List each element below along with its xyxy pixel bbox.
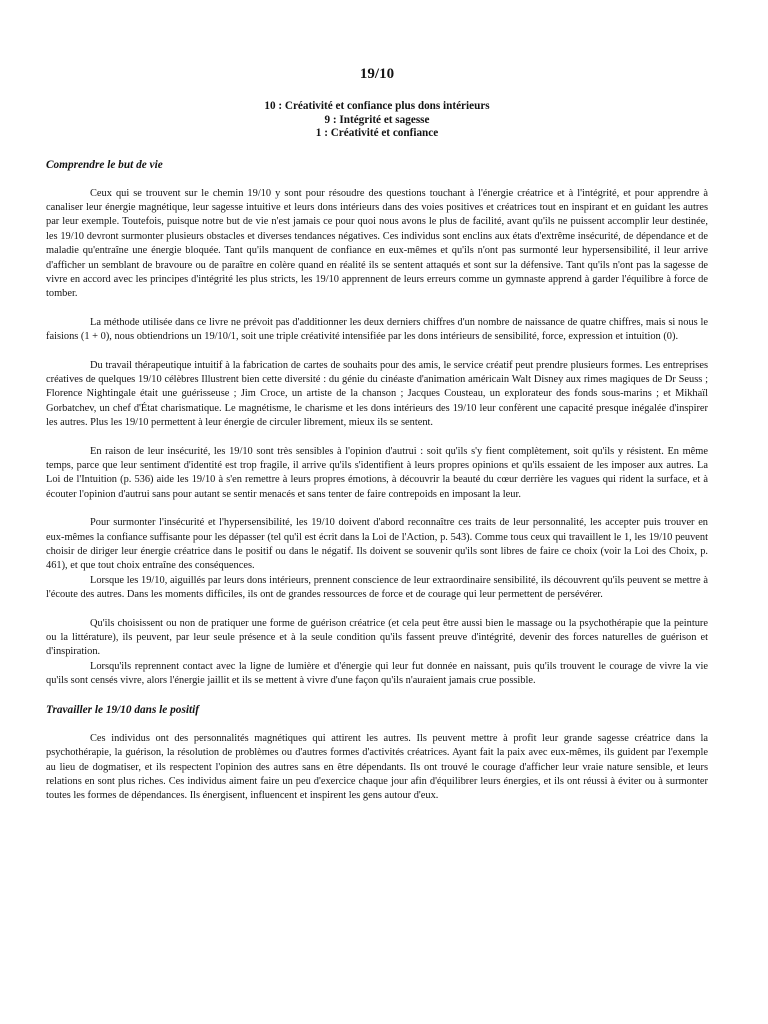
paragraph: La méthode utilisée dans ce livre ne prévoit pas d'additionner les deux derniers chiffres d'un nombre de naissance de quatre chiffres, mais si nous le faisions (1 + 0), nous obtiendrions un 19/10/1, soit une triple créativité intensifiée par les dons intérieurs de sensibilité, force, expression et intuition (0).	[46, 316, 708, 343]
paragraph: Du travail thérapeutique intuitif à la fabrication de cartes de souhaits pour des amis, le service créatif peut prendre plusieurs formes. Les entreprises créatives de quelques 19/10 célèbres Illustrent bien cette diversité : du génie du cinéaste d'animation américain Walt Disney aux rimes magiques de Dr Seuss ; Florence Nightingale était une guérisseuse ; Jim Croce, un artiste de la chanson ; Jacques Cousteau, un explorateur des fonds sous-marins ; et Mikhaïl Gorbatchev, un chef d'État charismatique. Le magnétisme, le charisme et les dons intérieurs des 19/10 leur confèrent une capacité presque inégalée d'inspirer les autres. Plus les 19/10 permettent à leur énergie de circuler librement, mieux ils se sentent.	[46, 359, 708, 429]
document-title: 19/10	[359, 66, 395, 82]
paragraph: Lorsqu'ils reprennent contact avec la ligne de lumière et d'énergie qui leur fut donnée en naissant, puis qu'ils trouvent le courage de vivre la vie qu'ils sont censés vivre, alors l'énergie jaillit et ils se mettent à vivre d'une façon qu'ils n'auraient jamais crue possible.	[46, 660, 708, 687]
document-page	[46, 66, 708, 818]
subtitle-line-2: 9 : Intégrité et sagesse	[324, 113, 430, 126]
subtitle-line-3: 1 : Créativité et confiance	[315, 127, 439, 139]
paragraph: Qu'ils choisissent ou non de pratiquer une forme de guérison créatrice (et cela peut être aussi bien le massage ou la psychothérapie que la peinture ou la littérature), ils peuvent, par leur seule présence et à la seule condition qu'ils fassent preuve d'intégrité, devenir des forces naturelles de guérison et d'inspiration.	[46, 617, 708, 658]
section-heading-but-de-vie: Comprendre le but de vie	[46, 158, 163, 171]
paragraph: Ces individus ont des personnalités magnétiques qui attirent les autres. Ils peuvent mettre à profit leur grande sagesse créatrice dans la psychothérapie, la guérison, la résolution de problèmes ou d'autres formes d'activités créatrices. Ayant fait la paix avec eux-mêmes, ils guident par l'exemple au lieu de dogmatiser, et ils respectent l'opinion des autres sans en être dépendants. Ils ont trouvé le courage d'afficher leur vraie nature sensible, et leurs relations en sont plus riches. Ces individus aiment faire un peu d'exercice chaque jour afin d'équilibrer leurs énergies, et ils ont réussi à éviter ou à surmonter toutes les formes de dépendances. Ils énergisent, influencent et inspirent les gens autour d'eux.	[46, 732, 708, 802]
subtitle-line-1: 10 : Créativité et confiance plus dons intérieurs	[264, 100, 490, 112]
section-heading-positif: Travailler le 19/10 dans le positif	[46, 703, 200, 716]
paragraph: En raison de leur insécurité, les 19/10 sont très sensibles à l'opinion d'autrui : soit qu'ils s'y fient complètement, soit qu'ils y résistent. En même temps, parce que leur sentiment d'identité est trop fragile, il arrive qu'ils s'identifient à leurs propres opinions et qu'ils essaient de les imposer aux autres. La Loi de l'Intuition (p. 536) aide les 19/10 à s'en remettre à leurs propres émotions, à découvrir la beauté du cœur derrière les vagues qui rident la surface, et à écouter l'opinion d'autrui sans pour autant se sentir menacés et sans tenter de faire contrepoids en imposant la leur.	[46, 445, 708, 500]
paragraph: Lorsque les 19/10, aiguillés par leurs dons intérieurs, prennent conscience de leur extraordinaire sensibilité, ils découvrent qu'ils peuvent se mettre à l'écoute des autres. Dans les moments difficiles, ils ont de grandes ressources de force et de courage qui leur permettent de persévérer.	[46, 574, 708, 601]
paragraph: Pour surmonter l'insécurité et l'hypersensibilité, les 19/10 doivent d'abord reconnaître ces traits de leur personnalité, les accepter puis trouver en eux-mêmes la confiance suffisante pour les dépasser (tel qu'il est écrit dans la Loi de l'Action, p. 543). Comme tous ceux qui travaillent le 1, les 19/10 peuvent choisir de diriger leur énergie créatrice dans le positif ou dans le négatif. Ils doivent se souvenir qu'ils sont libres de faire ce choix (voir la Loi des Choix, p. 461), et que tout choix entraîne des conséquences.	[46, 517, 708, 572]
paragraph: Ceux qui se trouvent sur le chemin 19/10 y sont pour résoudre des questions touchant à l'énergie créatrice et à l'intégrité, et pour apprendre à canaliser leur énergie magnétique, leur sagesse intuitive et leurs dons intérieurs dans des voies positives et créatrices tout en inspirant et en guidant les autres par leur exemple. Toutefois, puisque notre but de vie n'est jamais ce pour quoi nous avons le plus de facilité, avant qu'ils ne puissent accomplir leur destinée, les 19/10 devront surmonter plusieurs obstacles et diverses tendances négatives. Ces individus sont enclins aux états d'extrême insécurité, de dépendance et de maladie qu'entraîne une énergie bloquée. Tant qu'ils manquent de confiance en eux-mêmes et qu'ils n'ont pas surmonté leur hypersensibilité, il leur arrive d'afficher un semblant de bravoure ou de paraître en colère quand en réalité ils se sentent attaqués et sont sur la défensive. Tant qu'ils n'ont pas la sagesse de vivre en accord avec les principes d'intégrité les plus stricts, les 19/10 apprennent de leurs erreurs comme un gymnaste apprend à garder l'équilibre à force de tomber.	[46, 187, 708, 300]
subtitle-block	[46, 100, 708, 141]
